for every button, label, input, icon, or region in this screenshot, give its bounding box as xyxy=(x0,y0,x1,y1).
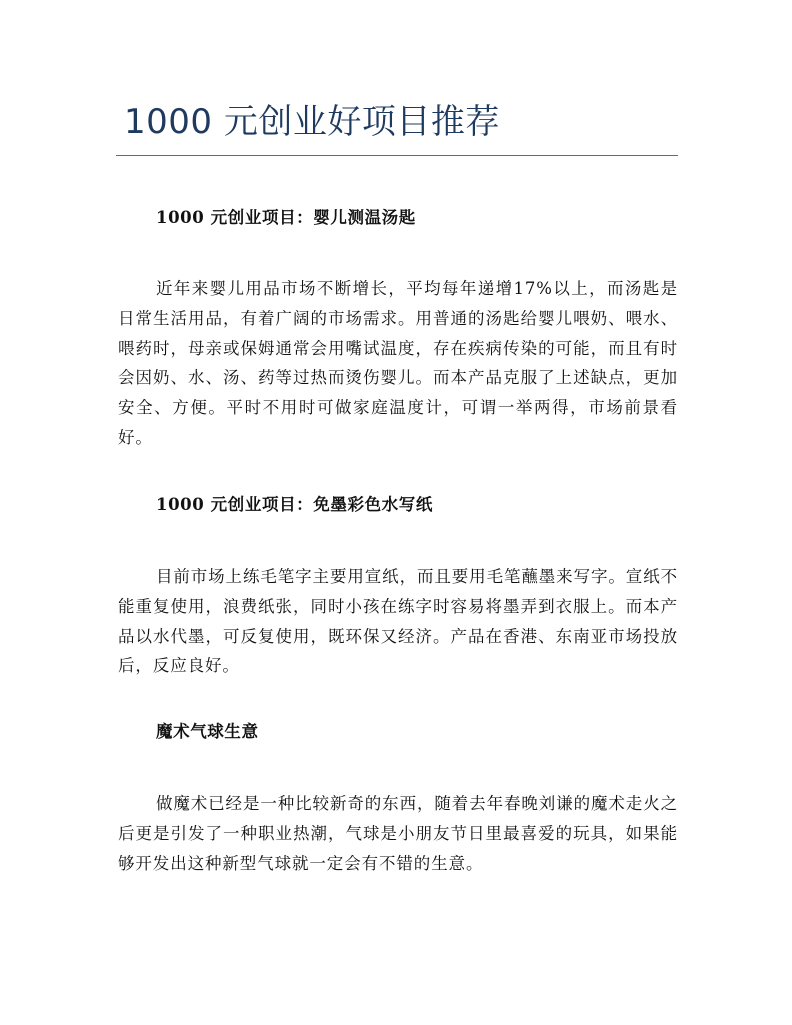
section-heading-magic-balloon: 魔术气球生意 xyxy=(156,722,259,741)
title-divider xyxy=(116,155,678,156)
section-body-baby-spoon: 近年来婴儿用品市场不断增长，平均每年递增17%以上，而汤匙是日常生活用品，有着广阔的市场需求。用普通的汤匙给婴儿喂奶、喂水、喂药时，母亲或保姆通常会用嘴试温度，存在疾病传染的可能，而且有时会因奶、水、汤、药等过热而烫伤婴儿。而本产品克服了上述缺点，更加安全、方便。平时不用时可做家庭温度计，可谓一举两得，市场前景看好。 xyxy=(118,279,678,447)
section-heading-water-paper: 1000 元创业项目：免墨彩色水写纸 xyxy=(156,495,433,514)
section-body-magic-balloon: 做魔术已经是一种比较新奇的东西，随着去年春晚刘谦的魔术走火之后更是引发了一种职业热潮，气球是小朋友节日里最喜爱的玩具，如果能够开发出这种新型气球就一定会有不错的生意。 xyxy=(118,794,678,873)
section-body-water-paper: 目前市场上练毛笔字主要用宣纸，而且要用毛笔蘸墨来写字。宣纸不能重复使用，浪费纸张，同时小孩在练字时容易将墨弄到衣服上。而本产品以水代墨，可反复使用，既环保又经济。产品在香港、东南亚市场投放后，反应良好。 xyxy=(118,567,678,676)
document-title: 1000 元创业好项目推荐 xyxy=(124,102,500,142)
section-heading-baby-spoon: 1000 元创业项目：婴儿测温汤匙 xyxy=(156,208,416,227)
